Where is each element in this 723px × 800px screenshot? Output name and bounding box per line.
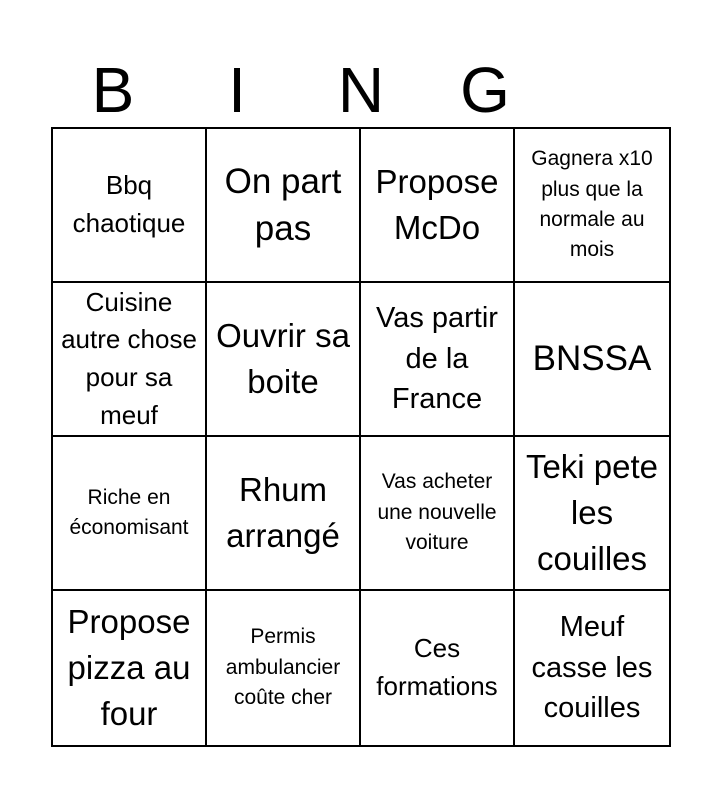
- cell-text: On part pas: [224, 161, 342, 248]
- bingo-header: [51, 52, 671, 128]
- cell-text: Propose McDo: [375, 162, 499, 246]
- cell-text: Ouvrir sa boite: [216, 316, 350, 400]
- bingo-cell[interactable]: [361, 129, 515, 283]
- cell-text: Cuisine autre chose pour sa meuf: [61, 286, 197, 430]
- cell-text: BNSSA: [532, 339, 652, 379]
- cell-text: Rhum arrangé: [226, 470, 340, 554]
- cell-text: Gagnera x10 plus que la normale au mois: [531, 147, 653, 262]
- bingo-cell[interactable]: [207, 283, 361, 437]
- bingo-cell[interactable]: [53, 591, 207, 745]
- header-letter-i: I: [228, 54, 246, 126]
- header-letter-g: G: [460, 54, 510, 126]
- cell-text: Meuf casse les couilles: [531, 611, 653, 725]
- cell-text: Riche en économisant: [69, 485, 189, 539]
- header-letter-b: B: [91, 54, 135, 126]
- bingo-cell[interactable]: [53, 129, 207, 283]
- cell-text: Permis ambulancier coûte cher: [225, 625, 341, 710]
- bingo-cell[interactable]: [361, 283, 515, 437]
- cell-text: Bbq chaotique: [72, 170, 186, 238]
- bingo-cell[interactable]: [53, 283, 207, 437]
- bingo-cell[interactable]: [515, 283, 669, 437]
- bingo-cell[interactable]: [207, 129, 361, 283]
- bingo-cell[interactable]: [515, 591, 669, 745]
- bingo-cell[interactable]: [361, 591, 515, 745]
- bingo-cell[interactable]: [515, 129, 669, 283]
- cell-text: Propose pizza au four: [67, 602, 191, 733]
- bingo-card: [51, 127, 671, 747]
- header-letter-n: N: [337, 54, 385, 126]
- bingo-cell[interactable]: [53, 437, 207, 591]
- cell-text: Vas acheter une nouvelle voiture: [377, 470, 497, 555]
- cell-text: Vas partir de la France: [376, 302, 498, 416]
- bingo-cell[interactable]: [361, 437, 515, 591]
- bingo-cell[interactable]: [207, 591, 361, 745]
- cell-text: Ces formations: [376, 633, 498, 701]
- cell-text: Teki pete les couilles: [525, 447, 659, 578]
- bingo-cell[interactable]: [515, 437, 669, 591]
- bingo-cell[interactable]: [207, 437, 361, 591]
